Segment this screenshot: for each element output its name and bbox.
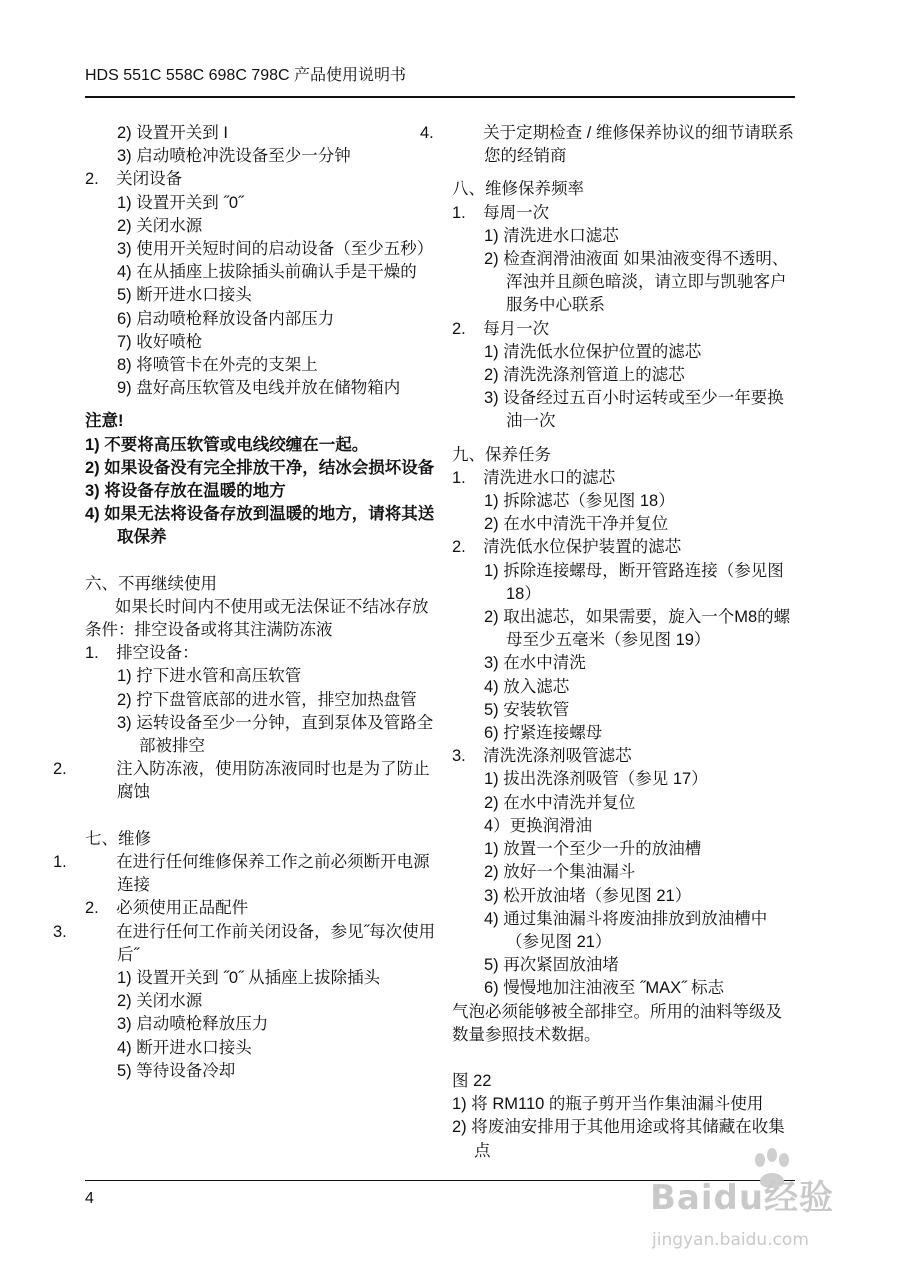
list-item: 2. 关闭设备 [85, 170, 183, 189]
list-item: 2) 放好一个集油漏斗 [484, 863, 636, 882]
list-item: 2) 清洗洗涤剂管道上的滤芯 [484, 366, 685, 385]
list-item: 6) 启动喷枪释放设备内部压力 [117, 309, 335, 328]
list-item: 4) 在从插座上拔除插头前确认手是干燥的 [117, 263, 417, 282]
list-item: 3) 设备经过五百小时运转或至少一年要换油一次 [484, 389, 784, 431]
list-item: 4) 放入滤芯 [484, 677, 570, 696]
list-item: 5) 等待设备冷却 [117, 1061, 236, 1080]
figure-caption: 图 22 [452, 1071, 492, 1090]
note-item: 2) 如果设备没有完全排放干净，结冰会损坏设备 [85, 458, 435, 477]
list-item: 2) 关闭水源 [117, 992, 203, 1011]
list-item: 1. 在进行任何维修保养工作之前必须断开电源连接 [53, 852, 430, 895]
watermark-url: jingyan.baidu.com [652, 1230, 809, 1250]
list-item: 3) 启动喷枪冲洗设备至少一分钟 [117, 147, 351, 166]
list-item: 1) 将 RM110 的瓶子剪开当作集油漏斗使用 [452, 1095, 764, 1114]
list-item: 2. 清洗低水位保护装置的滤芯 [452, 538, 682, 557]
list-item: 2. 必须使用正品配件 [85, 899, 249, 918]
list-item: 7) 收好喷枪 [117, 332, 203, 351]
list-item: 2) 在水中清洗干净并复位 [484, 515, 669, 534]
document-header: HDS 551C 558C 698C 798C 产品使用说明书 [85, 67, 407, 84]
list-item: 1) 设置开关到 ˝0˝ 从插座上拔除插头 [117, 968, 381, 987]
list-item: 3) 运转设备至少一分钟，直到泵体及管路全部被排空 [117, 713, 434, 756]
watermark-brand: Baidu经验 [650, 1178, 835, 1218]
list-item: 1) 清洗进水口滤芯 [484, 226, 619, 245]
section-title: 八、维修保养频率 [452, 180, 584, 199]
list-item: 3) 使用开关短时间的启动设备（至少五秒） [117, 240, 434, 259]
list-item: 3. 在进行任何工作前关闭设备，参见˝每次使用后˝ [53, 922, 436, 964]
list-item: 5) 安装软管 [484, 700, 570, 719]
right-column [420, 122, 797, 1163]
list-item: 6) 慢慢地加注油液至 ˝MAX˝ 标志 [484, 979, 725, 998]
list-item: 2) 在水中清洗并复位 [484, 793, 636, 812]
list-item: 2) 将废油安排用于其他用途或将其储藏在收集点 [452, 1118, 785, 1160]
section-title: 六、不再继续使用 [85, 574, 217, 593]
list-item: 4) 断开进水口接头 [117, 1038, 252, 1057]
list-item: 3) 在水中清洗 [484, 654, 586, 673]
list-item: 4. 关于定期检查 / 维修保养协议的细节请联系您的经销商 [420, 124, 794, 166]
list-item: 2) 拧下盘管底部的进水管，排空加热盘管 [117, 690, 417, 709]
list-item: 9) 盘好高压软管及电线并放在储物箱内 [117, 379, 401, 398]
section-title: 九、保养任务 [452, 445, 551, 464]
list-item: 8) 将喷管卡在外壳的支架上 [117, 356, 318, 375]
list-item: 1. 清洗进水口的滤芯 [452, 468, 616, 487]
list-item: 2. 注入防冻液，使用防冻液同时也是为了防止腐蚀 [53, 760, 430, 802]
paragraph: 如果长时间内不使用或无法保证不结冰存放条件：排空设备或将其注满防冻液 [85, 597, 429, 640]
list-item: 1) 放置一个至少一升的放油槽 [484, 840, 702, 859]
note-item: 4) 如果无法将设备存放到温暖的地方，请将其送取保养 [85, 505, 435, 547]
section-title: 七、维修 [85, 829, 151, 848]
note-item: 1) 不要将高压软管或电线绞缠在一起。 [85, 435, 369, 454]
list-item: 6) 拧紧连接螺母 [484, 724, 603, 743]
left-column [53, 122, 440, 1083]
baidu-watermark [640, 1140, 840, 1265]
list-item: 2) 检查润滑油液面 如果油液变得不透明、浑浊并且颜色暗淡，请立即与凯驰客户服务中心联系 [484, 250, 789, 315]
note-title: 注意! [85, 412, 124, 431]
list-item: 3) 启动喷枪释放压力 [117, 1015, 269, 1034]
list-item: 2) 取出滤芯，如果需要，旋入一个M8的螺母至少五毫米（参见图 19） [484, 608, 791, 650]
list-item: 1. 每周一次 [452, 203, 550, 222]
list-item: 4）更换润滑油 [484, 816, 593, 835]
list-item: 1) 拆除滤芯（参见图 18） [484, 492, 675, 511]
note-item: 3) 将设备存放在温暖的地方 [85, 482, 286, 501]
paragraph: 气泡必须能够被全部排空。所用的油料等级及数量参照技术数据。 [452, 1002, 782, 1044]
list-item: 2) 设置开关到 I [117, 124, 228, 142]
list-item: 4) 通过集油漏斗将废油排放到放油槽中（参见图 21） [484, 909, 768, 951]
list-item: 3. 清洗洗涤剂吸管滤芯 [452, 747, 632, 766]
list-item: 2. 每月一次 [452, 319, 550, 338]
list-item: 1) 拔出洗涤剂吸管（参见 17） [484, 770, 708, 789]
list-item: 1) 设置开关到 ˝0˝ [117, 193, 244, 212]
list-item: 3) 松开放油堵（参见图 21） [484, 886, 692, 905]
list-item: 1) 拆除连接螺母，断开管路连接（参见图 18） [484, 561, 784, 603]
list-item: 5) 再次紧固放油堵 [484, 956, 619, 975]
list-item: 1) 清洗低水位保护位置的滤芯 [484, 342, 702, 361]
list-item: 2) 关闭水源 [117, 216, 203, 235]
header-rule [85, 96, 795, 98]
list-item: 1. 排空设备： [85, 644, 199, 663]
list-item: 1) 拧下进水管和高压软管 [117, 667, 302, 686]
list-item: 5) 断开进水口接头 [117, 286, 252, 305]
page-number: 4 [85, 1190, 94, 1207]
